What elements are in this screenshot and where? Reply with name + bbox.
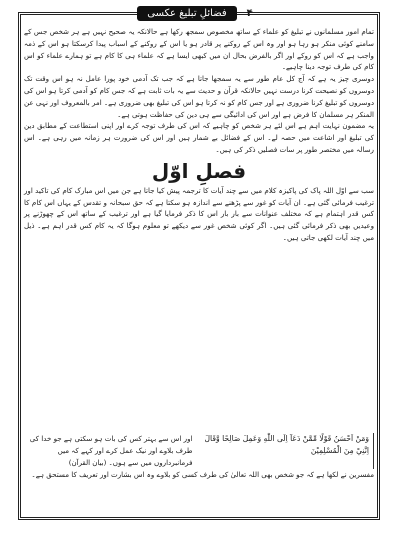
verse-translation-box: [24, 433, 374, 469]
paragraph: یہ مضمون نہایت اہم ہے اس لئے ہر شخص کو چاہیے کہ اس کی طرف توجہ کرے اور اپنی استطاعت کے مطابق دین کی تبلیغ اور اشاعت میں حصہ لے۔ اس کے فضائل بے شمار ہیں اور اس کی ضرورت ہر زمانہ میں رہی ہے۔ اس رسالہ میں مختصر طور پر سات فصلیں ذکر کی ہیں۔: [24, 121, 374, 154]
book-title: فضائلِ تبلیغ عکسی: [137, 6, 236, 21]
paragraph: دوسری چیز یہ ہے کہ آج کل عام طور سے یہ سمجھا جاتا ہے کہ جب تک آدمی خود پورا عامل نہ ہو اس وقت تک دوسروں کو نصیحت کرنا درست نہیں حالانکہ قرآن و حدیث سے یہ بات ثابت ہے کہ جس کام کو آدمی کرتا ہو اس کی دوسروں کو تبلیغ کرنا ضروری ہے اور جس کام کو نہ کرتا ہو اس کی تبلیغ بھی ضروری ہے۔ امر بالمعروف اور نہی عن المنکر ہر مسلمان کا فرض ہے اور اس کی ادائیگی سے ہی دین کی حفاظت ہوتی ہے۔: [23, 74, 374, 119]
verse-block: [24, 430, 374, 481]
quran-verse: وَمَنْ اَحْسَنُ قَوْلًا مِّمَّنْ دَعَآ اِلَى اللّٰهِ وَعَمِلَ صَالِحًا وَّقَالَ اِنَّنِيْ مِنَ الْمُسْلِمِيْنَ: [201, 433, 375, 469]
page-number: ۴: [246, 8, 253, 19]
section-paragraph: سب سے اوّل اللہ پاک کی پاکیزہ کلام میں سے چند آیات کا ترجمہ پیش کیا جاتا ہے جن میں اس مبارک کام کی تاکید اور ترغیب فرمائی گئی ہے۔ ان آیات کو غور سے پڑھنے سے اندازہ ہو سکتا ہے کہ حق سبحانہ و تقدس کے یہاں اس کام کا کس قدر اہتمام ہے کہ مختلف عنوانات سے بار بار اس کا ذکر فرمایا گیا ہے اور ترغیب کے ساتھ اس کے چھوڑنے پر وعیدیں بھی ذکر فرمائی گئی ہیں۔ اگر کوئی شخص غور سے دیکھے تو معلوم ہوگا کہ یہ کام کس قدر اہم ہے۔ ذیل میں چند آیات لکھی جاتی ہیں۔: [24, 185, 374, 242]
translation-text: اور اس سے بہتر کس کی بات ہو سکتی ہے جو خدا کی طرف بلاوے اور نیک عمل کرے اور کہے کہ میں فرمانبرداروں میں سے ہوں۔: [29, 434, 193, 467]
closing-paragraph: مفسرین نے لکھا ہے کہ جو شخص بھی اللہ تعالیٰ کی طرف کسی کو بلاوے وہ اس بشارت اور تعریف کا مستحق ہے۔: [31, 470, 374, 479]
verse-translation: [24, 433, 193, 469]
main-text: [24, 26, 374, 244]
source-citation: (بیان القرآن): [68, 459, 107, 467]
paragraph: تمام امور مسلمانوں نے تبلیغ کو علماء کے ساتھ مخصوص سمجھ رکھا ہے حالانکہ یہ صحیح نہیں ہے ہر شخص جس کے سامنے کوئی منکر ہو رہا ہو اور وہ اس کے روکنے پر قادر ہو یا اس کے روکنے کے اسباب پیدا کرسکتا ہو اس کے ذمہ واجب ہے کہ اس کو روکے اور اگر بالفرض بحال ان میں کبھی ایسا ہے کہ علماء ہی کا کام ہے تو ہمارے علماء کو اس کام کی طرف توجہ دینا چاہیے۔: [24, 27, 374, 72]
page-header: [120, 5, 270, 22]
section-heading: فصلِ اوّل: [151, 158, 247, 183]
